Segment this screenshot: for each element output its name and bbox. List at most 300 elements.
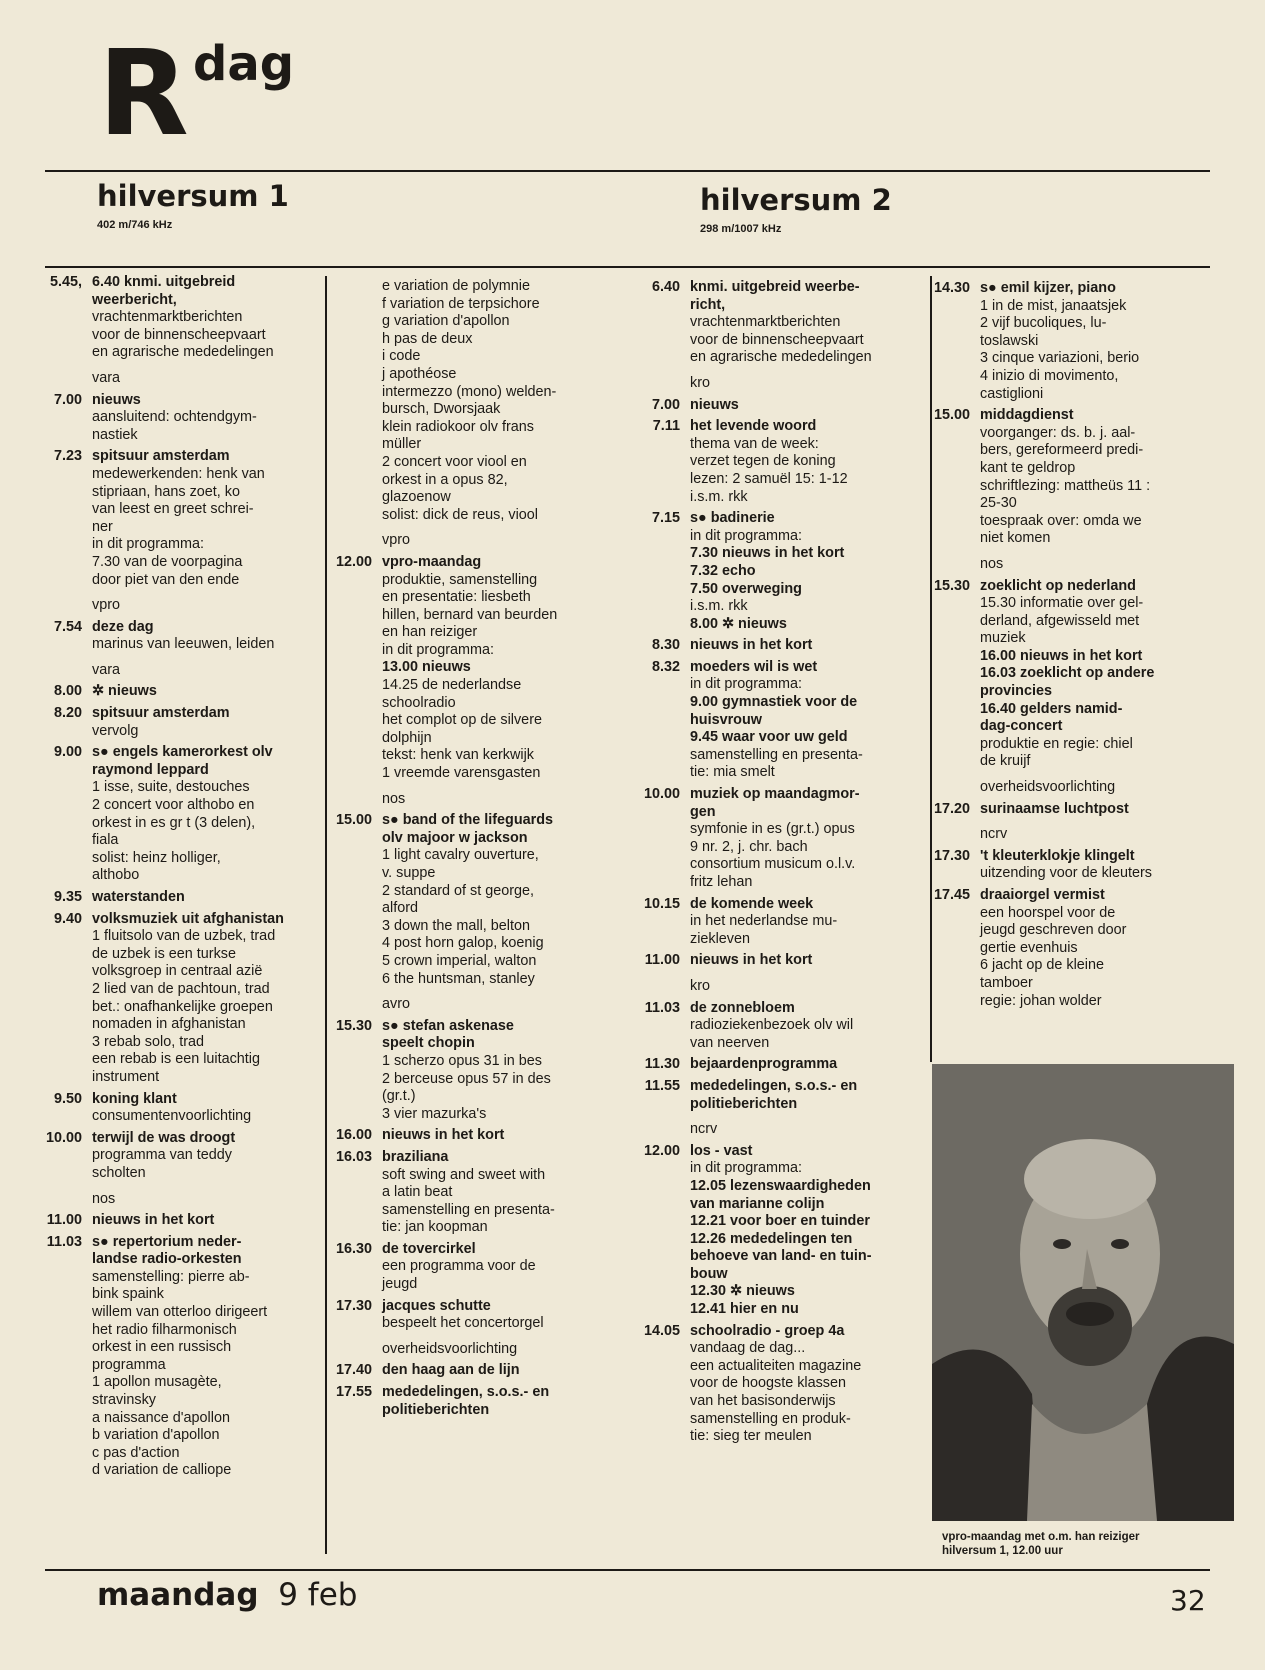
broadcaster-label: overheidsvoorlichting bbox=[980, 779, 1116, 796]
program-detail-line: een actualiteiten magazine bbox=[690, 1357, 862, 1374]
entry-time: 9.50 bbox=[53, 1090, 82, 1107]
broadcaster-label: ncrv bbox=[690, 1121, 718, 1138]
program-detail-line: bespeelt het concertorgel bbox=[382, 1315, 544, 1332]
schedule-entry bbox=[38, 1234, 322, 1480]
program-title-line: 12.21 voor boer en tuinder bbox=[690, 1213, 870, 1230]
program-detail-line: symfonie in es (gr.t.) opus bbox=[690, 821, 855, 838]
program-detail-line: toespraak over: omda we bbox=[980, 512, 1142, 529]
entry-body bbox=[690, 896, 926, 949]
program-detail-line: solist: heinz holliger, bbox=[92, 849, 221, 866]
entry-body bbox=[92, 683, 322, 701]
program-detail-line: 7.30 van de voorpagina bbox=[92, 553, 243, 570]
bottom-rule bbox=[45, 1569, 1210, 1571]
broadcaster-label: vara bbox=[92, 661, 120, 678]
entry-time: 10.15 bbox=[643, 895, 680, 912]
schedule-entry bbox=[38, 1091, 322, 1126]
entry-time: 7.23 bbox=[53, 448, 82, 465]
program-title-line: nieuws in het kort bbox=[690, 637, 813, 654]
entry-time: 10.00 bbox=[643, 786, 680, 803]
entry-body bbox=[92, 705, 322, 740]
program-detail-line: volksgroep in centraal azië bbox=[92, 963, 263, 980]
program-title-line: nieuws bbox=[690, 396, 739, 413]
program-detail-line: een programma voor de bbox=[382, 1258, 536, 1275]
top-rule bbox=[45, 170, 1210, 172]
page-number: 32 bbox=[1170, 1584, 1206, 1617]
program-detail-line: derland, afgewisseld met bbox=[980, 612, 1140, 629]
program-detail-line: klein radiokoor olv frans bbox=[382, 418, 534, 435]
program-title-line: vpro-maandag bbox=[382, 553, 482, 570]
program-title-line: 16.00 nieuws in het kort bbox=[980, 647, 1143, 664]
program-title-line: spitsuur amsterdam bbox=[92, 448, 230, 465]
program-title-line: braziliana bbox=[382, 1148, 449, 1165]
program-title-line: 't kleuterklokje klingelt bbox=[980, 847, 1135, 864]
broadcaster-label: nos bbox=[980, 555, 1004, 572]
program-detail-line: een hoorspel voor de bbox=[980, 904, 1116, 921]
program-title-line: 12.30 ✲ nieuws bbox=[690, 1283, 795, 1300]
schedule-entry bbox=[636, 1078, 926, 1113]
program-detail-line: soft swing and sweet with bbox=[382, 1166, 546, 1183]
program-title-line: draaiorgel vermist bbox=[980, 887, 1105, 903]
schedule-entry bbox=[926, 407, 1216, 548]
program-detail-line: 3 vier mazurka's bbox=[382, 1105, 487, 1122]
program-detail-line: bers, gereformeerd predi- bbox=[980, 442, 1144, 459]
entry-time: 15.00 bbox=[335, 812, 372, 829]
program-title-line: gen bbox=[690, 803, 716, 820]
caption-line: hilversum 1, 12.00 uur bbox=[942, 1545, 1063, 1557]
program-detail-line: vervolg bbox=[92, 722, 139, 739]
program-detail-line: van neerven bbox=[690, 1034, 770, 1051]
program-detail-line: in dit programma: bbox=[382, 641, 494, 658]
program-title-line: mededelingen, s.o.s.- en bbox=[690, 1077, 858, 1094]
entry-body bbox=[92, 448, 322, 589]
program-title-line: 7.32 echo bbox=[690, 562, 756, 579]
program-title-line: bouw bbox=[690, 1265, 728, 1282]
program-detail-line: 5 crown imperial, walton bbox=[382, 952, 537, 969]
program-title-line: ✲ nieuws bbox=[92, 683, 157, 700]
program-title-line: 13.00 nieuws bbox=[382, 659, 471, 676]
entry-time: 7.11 bbox=[652, 418, 680, 435]
program-title-line: de komende week bbox=[690, 895, 814, 912]
program-detail-line: a naissance d'apollon bbox=[92, 1409, 230, 1426]
entry-body bbox=[382, 1149, 618, 1237]
program-title-line: weerbericht, bbox=[92, 291, 177, 308]
program-detail-line: toslawski bbox=[980, 332, 1039, 349]
program-detail-line: in dit programma: bbox=[690, 527, 802, 544]
program-detail-line: alford bbox=[382, 900, 418, 917]
program-title-line: provincies bbox=[980, 683, 1052, 700]
entry-time: 8.30 bbox=[651, 637, 680, 654]
program-title-line: los - vast bbox=[690, 1142, 753, 1159]
program-detail-line: bink spaink bbox=[92, 1286, 164, 1303]
broadcaster-label: nos bbox=[382, 790, 406, 807]
program-detail-line: intermezzo (mono) welden- bbox=[382, 383, 557, 400]
entry-body bbox=[690, 1143, 926, 1319]
program-detail-line: in dit programma: bbox=[690, 676, 802, 693]
program-detail-line: 4 post horn galop, koenig bbox=[382, 935, 544, 952]
program-title-line: zoeklicht op nederland bbox=[980, 577, 1136, 594]
schedule-entry bbox=[328, 554, 618, 783]
program-detail-line: programma van teddy bbox=[92, 1147, 232, 1164]
program-detail-line: c pas d'action bbox=[92, 1444, 180, 1461]
program-detail-line: castiglioni bbox=[980, 385, 1044, 402]
schedule-entry bbox=[636, 896, 926, 949]
schedule-entry bbox=[38, 911, 322, 1087]
program-detail-line: jeugd geschreven door bbox=[980, 922, 1127, 939]
program-detail-line: b variation d'apollon bbox=[92, 1427, 220, 1444]
entry-time: 5.45, bbox=[49, 274, 82, 290]
program-detail-line: f variation de terpsichore bbox=[382, 295, 540, 312]
footer-date-value: 9 feb bbox=[278, 1577, 358, 1613]
program-detail-line: 1 apollon musagète, bbox=[92, 1374, 222, 1391]
entry-body bbox=[690, 510, 926, 633]
program-title-line: dag-concert bbox=[980, 718, 1063, 735]
program-title-line: van marianne colijn bbox=[690, 1195, 825, 1212]
program-detail-line: 14.25 de nederlandse bbox=[382, 677, 522, 694]
program-detail-line: tekst: henk van kerkwijk bbox=[382, 747, 534, 764]
program-detail-line: 2 berceuse opus 57 in des bbox=[382, 1070, 551, 1087]
program-detail-line: en han reiziger bbox=[382, 624, 478, 641]
program-detail-line: medewerkenden: henk van bbox=[92, 465, 265, 482]
entry-body bbox=[382, 278, 618, 524]
schedule-entry bbox=[328, 278, 618, 524]
program-detail-line: aansluitend: ochtendgym- bbox=[92, 409, 257, 426]
program-detail-line: instrument bbox=[92, 1068, 160, 1085]
schedule-entry bbox=[636, 637, 926, 655]
program-detail-line: 6 jacht op de kleine bbox=[980, 957, 1105, 974]
station-title-hilversum-2: hilversum 2 bbox=[700, 183, 892, 217]
program-title-line: politieberichten bbox=[690, 1095, 798, 1112]
program-title-line: volksmuziek uit afghanistan bbox=[92, 910, 284, 927]
entry-body bbox=[690, 1000, 926, 1053]
program-detail-line: i.s.m. rkk bbox=[690, 488, 748, 505]
program-detail-line: en agrarische mededelingen bbox=[92, 344, 274, 361]
program-detail-line: tamboer bbox=[980, 974, 1033, 991]
entry-body bbox=[382, 1384, 618, 1419]
entry-body bbox=[382, 812, 618, 988]
entry-body bbox=[690, 397, 926, 415]
schedule-entry bbox=[636, 1000, 926, 1053]
program-detail-line: 4 inizio di movimento, bbox=[980, 367, 1119, 384]
entry-body bbox=[92, 889, 322, 907]
column-divider bbox=[325, 276, 327, 1554]
schedule-entry bbox=[636, 659, 926, 782]
program-detail-line: v. suppe bbox=[382, 865, 436, 881]
entry-body bbox=[690, 659, 926, 782]
entry-time: 10.00 bbox=[45, 1129, 82, 1146]
program-title-line: mededelingen, s.o.s.- en bbox=[382, 1384, 550, 1401]
program-detail-line: radioziekenbezoek olv wil bbox=[690, 1017, 854, 1034]
program-detail-line: door piet van den ende bbox=[92, 571, 240, 588]
program-detail-line: 1 light cavalry ouverture, bbox=[382, 847, 539, 864]
program-title-line: 12.26 mededelingen ten bbox=[690, 1230, 853, 1247]
entry-time: 12.00 bbox=[335, 553, 372, 570]
program-detail-line: h pas de deux bbox=[382, 330, 473, 347]
program-title-line: s● engels kamerorkest olv bbox=[92, 744, 273, 761]
program-title-line: knmi. uitgebreid weerbe- bbox=[690, 279, 860, 295]
station-frequency-2: 298 m/1007 kHz bbox=[700, 223, 782, 235]
program-detail-line: e variation de polymnie bbox=[382, 278, 530, 294]
station-title-hilversum-1: hilversum 1 bbox=[97, 179, 289, 213]
program-title-line: bejaardenprogramma bbox=[690, 1056, 838, 1073]
program-detail-line: muziek bbox=[980, 630, 1026, 647]
program-title-line: 16.03 zoeklicht op andere bbox=[980, 665, 1155, 682]
program-detail-line: consumentenvoorlichting bbox=[92, 1108, 252, 1125]
program-title-line: moeders wil is wet bbox=[690, 658, 818, 675]
program-detail-line: voorganger: ds. b. j. aal- bbox=[980, 424, 1136, 441]
schedule-entry bbox=[636, 1143, 926, 1319]
program-detail-line: het complot op de silvere bbox=[382, 712, 542, 729]
entry-time: 7.15 bbox=[651, 510, 680, 527]
schedule-entry bbox=[636, 1323, 926, 1446]
program-detail-line: samenstelling: pierre ab- bbox=[92, 1268, 250, 1285]
program-title-line: de tovercirkel bbox=[382, 1240, 476, 1257]
footer-date bbox=[97, 1577, 358, 1613]
broadcaster-label: nos bbox=[92, 1190, 116, 1207]
program-detail-line: 3 cinque variazioni, berio bbox=[980, 350, 1140, 367]
schedule-entry bbox=[636, 786, 926, 892]
entry-time: 11.55 bbox=[644, 1077, 680, 1094]
entry-time: 8.20 bbox=[53, 705, 82, 722]
program-detail-line: thema van de week: bbox=[690, 435, 819, 452]
program-detail-line: scholten bbox=[92, 1164, 146, 1181]
broadcaster-label: kro bbox=[690, 977, 710, 994]
program-detail-line: nastiek bbox=[92, 426, 138, 443]
program-title-line: terwijl de was droogt bbox=[92, 1129, 236, 1146]
program-detail-line: 1 fluitsolo van de uzbek, trad bbox=[92, 928, 276, 945]
program-detail-line: schriftlezing: mattheüs 11 : bbox=[980, 477, 1151, 494]
program-detail-line: produktie en regie: chiel bbox=[980, 735, 1133, 752]
schedule-entry bbox=[38, 1212, 322, 1230]
program-detail-line: j apothéose bbox=[382, 365, 457, 382]
program-detail-line: van het basisonderwijs bbox=[690, 1393, 836, 1410]
program-title-line: nieuws in het kort bbox=[690, 952, 813, 969]
entry-body bbox=[92, 911, 322, 1087]
program-detail-line: dolphijn bbox=[382, 729, 432, 746]
entry-time: 11.03 bbox=[46, 1233, 82, 1250]
program-title-line: deze dag bbox=[92, 618, 154, 635]
entry-time: 14.30 bbox=[933, 280, 970, 296]
program-detail-line: 2 lied van de pachtoun, trad bbox=[92, 980, 270, 997]
program-detail-line: schoolradio bbox=[382, 694, 456, 711]
program-title-line: nieuws in het kort bbox=[92, 1212, 215, 1229]
schedule-entry bbox=[926, 887, 1216, 1010]
entry-time: 11.00 bbox=[644, 952, 680, 969]
program-detail-line: consortium musicum o.l.v. bbox=[690, 856, 856, 873]
program-detail-line: een rebab is een luitachtig bbox=[92, 1051, 261, 1068]
program-title-line: politieberichten bbox=[382, 1401, 490, 1418]
program-detail-line: 2 concert voor viool en bbox=[382, 453, 527, 470]
program-title-line: huisvrouw bbox=[690, 711, 762, 728]
entry-body bbox=[382, 1298, 618, 1333]
program-title-line: speelt chopin bbox=[382, 1035, 475, 1052]
program-title-line: landse radio-orkesten bbox=[92, 1251, 242, 1268]
program-detail-line: programma bbox=[92, 1356, 166, 1373]
schedule-entry bbox=[38, 744, 322, 885]
schedule-entry bbox=[328, 1362, 618, 1380]
program-detail-line: glazoenow bbox=[382, 489, 451, 506]
schedule-entry bbox=[328, 1149, 618, 1237]
program-detail-line: gertie evenhuis bbox=[980, 939, 1078, 956]
program-title-line: raymond leppard bbox=[92, 761, 209, 778]
program-detail-line: in dit programma: bbox=[690, 1160, 802, 1177]
schedule-entry bbox=[38, 889, 322, 907]
program-detail-line: en agrarische mededelingen bbox=[690, 349, 872, 366]
entry-body bbox=[980, 578, 1216, 772]
schedule-entry bbox=[636, 418, 926, 506]
program-title-line: muziek op maandagmor- bbox=[690, 786, 860, 803]
program-title-line: koning klant bbox=[92, 1090, 177, 1107]
schedule-entry bbox=[636, 510, 926, 633]
schedule-entry bbox=[38, 392, 322, 445]
program-title-line: s● band of the lifeguards bbox=[382, 812, 554, 829]
header-rule bbox=[45, 266, 1210, 268]
entry-time: 16.03 bbox=[335, 1148, 372, 1165]
schedule-entry bbox=[636, 952, 926, 970]
entry-body bbox=[690, 279, 926, 367]
broadcaster-label: avro bbox=[382, 996, 410, 1013]
program-detail-line: nomaden in afghanistan bbox=[92, 1016, 246, 1033]
program-title-line: behoeve van land- en tuin- bbox=[690, 1248, 872, 1265]
entry-body bbox=[980, 801, 1216, 819]
program-detail-line: voor de binnenscheepvaart bbox=[690, 331, 864, 348]
program-detail-line: verzet tegen de koning bbox=[690, 453, 836, 470]
entry-body bbox=[980, 407, 1216, 548]
program-detail-line: 25-30 bbox=[980, 495, 1017, 512]
program-detail-line: hillen, bernard van beurden bbox=[382, 606, 558, 623]
program-detail-line: tie: sieg ter meulen bbox=[690, 1428, 812, 1445]
program-detail-line: marinus van leeuwen, leiden bbox=[92, 636, 275, 653]
program-detail-line: 9 nr. 2, j. chr. bach bbox=[690, 838, 808, 855]
program-detail-line: van leest en greet schrei- bbox=[92, 501, 254, 518]
program-detail-line: het radio filharmonisch bbox=[92, 1321, 237, 1338]
entry-time: 9.00 bbox=[53, 744, 82, 761]
entry-time: 7.00 bbox=[53, 391, 82, 408]
entry-body bbox=[382, 1362, 618, 1380]
program-detail-line: in dit programma: bbox=[92, 536, 204, 553]
program-detail-line: de uzbek is een turkse bbox=[92, 945, 236, 962]
entry-body bbox=[92, 274, 322, 362]
schedule-entry bbox=[328, 1127, 618, 1145]
entry-time: 11.03 bbox=[644, 999, 680, 1016]
program-title-line: s● emil kijzer, piano bbox=[980, 280, 1116, 296]
program-detail-line: d variation de calliope bbox=[92, 1462, 232, 1479]
program-title-line: de zonnebloem bbox=[690, 999, 795, 1016]
entry-time: 15.30 bbox=[933, 577, 970, 594]
program-detail-line: solist: dick de reus, viool bbox=[382, 506, 538, 523]
entry-body bbox=[690, 1078, 926, 1113]
entry-time: 17.20 bbox=[933, 800, 970, 817]
portrait-illustration bbox=[932, 1064, 1234, 1521]
schedule-entry bbox=[38, 448, 322, 589]
entry-body bbox=[690, 637, 926, 655]
program-title-line: waterstanden bbox=[92, 889, 185, 905]
program-detail-line: samenstelling en presenta- bbox=[382, 1201, 555, 1218]
program-detail-line: uitzending voor de kleuters bbox=[980, 865, 1152, 882]
entry-body bbox=[382, 1018, 618, 1124]
program-detail-line: bet.: onafhankelijke groepen bbox=[92, 998, 273, 1015]
schedule-entry bbox=[38, 619, 322, 654]
entry-time: 15.00 bbox=[933, 407, 970, 424]
entry-time: 17.40 bbox=[335, 1362, 372, 1379]
program-title-line: surinaamse luchtpost bbox=[980, 800, 1129, 817]
program-detail-line: niet komen bbox=[980, 530, 1051, 547]
program-detail-line: samenstelling en produk- bbox=[690, 1410, 851, 1427]
footer-day: maandag bbox=[97, 1577, 259, 1613]
presenter-photo bbox=[932, 1064, 1234, 1521]
program-title-line: 9.00 gymnastiek voor de bbox=[690, 694, 858, 711]
entry-time: 9.40 bbox=[53, 910, 82, 927]
program-title-line: nieuws bbox=[92, 391, 141, 408]
program-detail-line: bursch, Dworsjaak bbox=[382, 401, 501, 418]
program-detail-line: tie: mia smelt bbox=[690, 764, 775, 781]
program-detail-line: kant te geldrop bbox=[980, 459, 1076, 476]
program-title-line: richt, bbox=[690, 296, 726, 313]
schedule-entry bbox=[38, 705, 322, 740]
program-detail-line: vrachtenmarktberichten bbox=[92, 309, 243, 326]
program-title-line: s● repertorium neder- bbox=[92, 1233, 242, 1250]
schedule-entry bbox=[38, 274, 322, 362]
program-detail-line: orkest in een russisch bbox=[92, 1339, 232, 1356]
program-title-line: 7.50 overweging bbox=[690, 580, 802, 597]
logo-word: dag bbox=[193, 36, 295, 92]
program-title-line: middagdienst bbox=[980, 407, 1074, 424]
program-detail-line: 1 in de mist, janaatsjek bbox=[980, 297, 1127, 314]
schedule-entry bbox=[38, 1130, 322, 1183]
program-detail-line: i code bbox=[382, 348, 421, 365]
program-title-line: het levende woord bbox=[690, 418, 817, 435]
entry-body bbox=[382, 1241, 618, 1294]
entry-body bbox=[690, 418, 926, 506]
program-detail-line: en presentatie: liesbeth bbox=[382, 589, 531, 606]
program-detail-line: stravinsky bbox=[92, 1392, 156, 1409]
schedule-entry bbox=[328, 1018, 618, 1124]
program-detail-line: vrachtenmarktberichten bbox=[690, 314, 841, 331]
entry-time bbox=[328, 278, 382, 524]
entry-time: 8.00 bbox=[53, 683, 82, 700]
schedule-entry bbox=[328, 1384, 618, 1419]
entry-body bbox=[980, 887, 1216, 1010]
schedule-entry bbox=[926, 801, 1216, 819]
broadcaster-label: vpro bbox=[382, 532, 410, 549]
entry-body bbox=[690, 952, 926, 970]
program-detail-line: vandaag de dag... bbox=[690, 1340, 806, 1357]
schedule-entry bbox=[636, 397, 926, 415]
hilversum-2-schedule-right bbox=[926, 280, 1216, 1014]
broadcaster-label: vara bbox=[92, 369, 120, 386]
program-title-line: s● badinerie bbox=[690, 510, 775, 527]
program-detail-line: 1 vreemde varensgasten bbox=[382, 765, 541, 782]
schedule-entry bbox=[926, 848, 1216, 883]
program-detail-line: 1 isse, suite, destouches bbox=[92, 779, 250, 796]
program-detail-line: 2 vijf bucoliques, lu- bbox=[980, 315, 1107, 332]
entry-time: 6.40 bbox=[651, 279, 680, 295]
entry-body bbox=[690, 1323, 926, 1446]
program-detail-line: althobo bbox=[92, 867, 140, 884]
entry-body bbox=[92, 1130, 322, 1183]
program-detail-line: ziekleven bbox=[690, 930, 750, 947]
entry-time: 17.30 bbox=[933, 847, 970, 864]
program-title-line: 7.30 nieuws in het kort bbox=[690, 545, 845, 562]
entry-time: 12.00 bbox=[643, 1142, 680, 1159]
entry-body bbox=[92, 619, 322, 654]
program-title-line: 16.40 gelders namid- bbox=[980, 700, 1123, 717]
program-detail-line: fritz lehan bbox=[690, 874, 753, 890]
program-title-line: 8.00 ✲ nieuws bbox=[690, 615, 787, 632]
entry-time: 7.00 bbox=[651, 396, 680, 413]
program-detail-line: in het nederlandse mu- bbox=[690, 913, 838, 930]
program-detail-line: voor de hoogste klassen bbox=[690, 1375, 846, 1392]
station-frequency-1: 402 m/746 kHz bbox=[97, 219, 173, 231]
